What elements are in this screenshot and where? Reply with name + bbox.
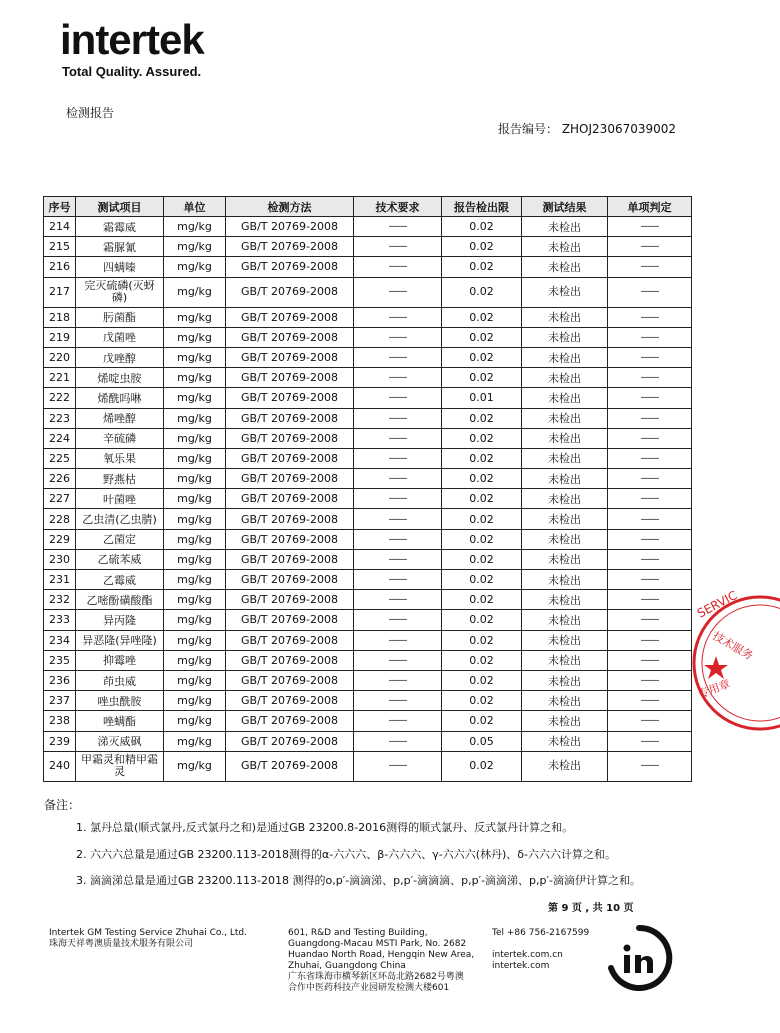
cell-result: 未检出 — [522, 388, 608, 408]
cell-unit: mg/kg — [164, 691, 226, 711]
table-row — [44, 257, 692, 277]
table-row — [44, 307, 692, 327]
cell-method: GB/T 20769-2008 — [226, 307, 354, 327]
cell-result: 未检出 — [522, 217, 608, 237]
report-number: 报告编号： ZHOJ23067039002 — [498, 122, 677, 136]
cell-no: 229 — [44, 529, 76, 549]
cell-method: GB/T 20769-2008 — [226, 368, 354, 388]
cell-result: 未检出 — [522, 630, 608, 650]
cell-item: 甲霜灵和精甲霜灵 — [76, 751, 164, 781]
cell-result: 未检出 — [522, 731, 608, 751]
cell-limit: 0.02 — [442, 650, 522, 670]
stamp-text-seal: 专用章 — [696, 677, 733, 701]
cell-requirement: —— — [354, 237, 442, 257]
footer-address-line: 合作中医药科技产业园研发检测大楼601 — [288, 983, 450, 993]
cell-verdict: —— — [608, 691, 692, 711]
cell-method: GB/T 20769-2008 — [226, 670, 354, 690]
cell-verdict: —— — [608, 327, 692, 347]
cell-result: 未检出 — [522, 590, 608, 610]
cell-item: 异恶隆(异唑隆) — [76, 630, 164, 650]
cell-verdict: —— — [608, 257, 692, 277]
cell-limit: 0.02 — [442, 509, 522, 529]
cell-result: 未检出 — [522, 347, 608, 367]
cell-method: GB/T 20769-2008 — [226, 347, 354, 367]
footer-address-line: Zhuhai, Guangdong China — [288, 961, 406, 971]
cell-item: 烯酰吗啉 — [76, 388, 164, 408]
cell-item: 茚虫威 — [76, 670, 164, 690]
table-row — [44, 570, 692, 590]
cell-unit: mg/kg — [164, 469, 226, 489]
footer-company-en: Intertek GM Testing Service Zhuhai Co., Ltd. — [49, 928, 247, 938]
cell-requirement: —— — [354, 529, 442, 549]
cell-result: 未检出 — [522, 610, 608, 630]
cell-method: GB/T 20769-2008 — [226, 327, 354, 347]
cell-no: 234 — [44, 630, 76, 650]
cell-limit: 0.02 — [442, 408, 522, 428]
cell-verdict: —— — [608, 307, 692, 327]
cell-no: 235 — [44, 650, 76, 670]
cell-limit: 0.02 — [442, 368, 522, 388]
cell-result: 未检出 — [522, 650, 608, 670]
cell-method: GB/T 20769-2008 — [226, 217, 354, 237]
footer-address-line: 广东省珠海市横琴新区环岛北路2682号粤澳 — [288, 972, 464, 982]
footer-address-line: 601, R&D and Testing Building, — [288, 928, 428, 938]
cell-unit: mg/kg — [164, 590, 226, 610]
footer-address-line: Huandao North Road, Hengqin New Area, — [288, 950, 475, 960]
table-header-row — [44, 197, 692, 217]
table-row — [44, 650, 692, 670]
table-row — [44, 751, 692, 781]
cell-no: 240 — [44, 751, 76, 781]
cell-requirement: —— — [354, 731, 442, 751]
cell-item: 叶菌唑 — [76, 489, 164, 509]
cell-result: 未检出 — [522, 469, 608, 489]
cell-no: 233 — [44, 610, 76, 630]
cell-no: 237 — [44, 691, 76, 711]
cell-limit: 0.02 — [442, 257, 522, 277]
cell-verdict: —— — [608, 347, 692, 367]
cell-item: 霜脲氰 — [76, 237, 164, 257]
table-row — [44, 277, 692, 307]
cell-requirement: —— — [354, 408, 442, 428]
cell-unit: mg/kg — [164, 751, 226, 781]
cell-requirement: —— — [354, 217, 442, 237]
cell-unit: mg/kg — [164, 610, 226, 630]
note-2: 2. 六六六总量是通过GB 23200.113-2018测得的α-六六六、β-六六六、γ-六六六(林丹)、δ-六六六计算之和。 — [76, 848, 616, 861]
cell-requirement: —— — [354, 610, 442, 630]
footer-company — [49, 928, 247, 950]
cell-verdict: —— — [608, 529, 692, 549]
cell-unit: mg/kg — [164, 670, 226, 690]
cell-unit: mg/kg — [164, 368, 226, 388]
cell-method: GB/T 20769-2008 — [226, 711, 354, 731]
cell-limit: 0.02 — [442, 237, 522, 257]
page-number: 第 9 页 , 共 10 页 — [548, 903, 634, 914]
cell-requirement: —— — [354, 670, 442, 690]
footer-url-cn: intertek.com.cn — [492, 950, 563, 960]
cell-no: 215 — [44, 237, 76, 257]
table-row — [44, 549, 692, 569]
cell-verdict: —— — [608, 489, 692, 509]
cell-method: GB/T 20769-2008 — [226, 529, 354, 549]
cell-requirement: —— — [354, 549, 442, 569]
cell-unit: mg/kg — [164, 277, 226, 307]
cell-verdict: —— — [608, 217, 692, 237]
cell-limit: 0.02 — [442, 529, 522, 549]
cell-method: GB/T 20769-2008 — [226, 630, 354, 650]
cell-method: GB/T 20769-2008 — [226, 590, 354, 610]
cell-no: 231 — [44, 570, 76, 590]
cell-limit: 0.02 — [442, 277, 522, 307]
cell-limit: 0.02 — [442, 590, 522, 610]
cell-no: 218 — [44, 307, 76, 327]
stamp-text-tech: 技术服务 — [710, 629, 756, 663]
results-table — [43, 196, 692, 782]
cell-requirement: —— — [354, 368, 442, 388]
red-seal-stamp — [690, 588, 780, 738]
table-row — [44, 408, 692, 428]
cell-result: 未检出 — [522, 307, 608, 327]
table-row — [44, 590, 692, 610]
cell-limit: 0.02 — [442, 217, 522, 237]
cell-result: 未检出 — [522, 448, 608, 468]
cell-requirement: —— — [354, 257, 442, 277]
cell-item: 乙硫苯威 — [76, 549, 164, 569]
cell-requirement: —— — [354, 751, 442, 781]
cell-unit: mg/kg — [164, 217, 226, 237]
cell-no: 219 — [44, 327, 76, 347]
logo-wordmark: intertek — [60, 16, 204, 63]
cell-item: 乙嘧酚磺酸酯 — [76, 590, 164, 610]
cell-item: 异丙隆 — [76, 610, 164, 630]
cell-no: 239 — [44, 731, 76, 751]
footer-tel: Tel +86 756-2167599 — [492, 928, 590, 938]
cell-method: GB/T 20769-2008 — [226, 549, 354, 569]
cell-limit: 0.05 — [442, 731, 522, 751]
cell-item: 氧乐果 — [76, 448, 164, 468]
table-row — [44, 630, 692, 650]
table-row — [44, 368, 692, 388]
cell-unit: mg/kg — [164, 489, 226, 509]
table-row — [44, 711, 692, 731]
cell-method: GB/T 20769-2008 — [226, 237, 354, 257]
cell-verdict: —— — [608, 630, 692, 650]
table-row — [44, 489, 692, 509]
cell-unit: mg/kg — [164, 711, 226, 731]
cell-no: 238 — [44, 711, 76, 731]
table-row — [44, 670, 692, 690]
cell-no: 220 — [44, 347, 76, 367]
footer-address — [288, 928, 474, 994]
table-row — [44, 428, 692, 448]
cell-result: 未检出 — [522, 691, 608, 711]
cell-requirement: —— — [354, 590, 442, 610]
cell-verdict: —— — [608, 448, 692, 468]
cell-no: 216 — [44, 257, 76, 277]
col-header-result: 测试结果 — [522, 197, 608, 217]
cell-unit: mg/kg — [164, 237, 226, 257]
cell-item: 乙虫清(乙虫腈) — [76, 509, 164, 529]
cell-method: GB/T 20769-2008 — [226, 731, 354, 751]
cell-requirement: —— — [354, 307, 442, 327]
col-header-no: 序号 — [44, 197, 76, 217]
cell-unit: mg/kg — [164, 347, 226, 367]
cell-limit: 0.02 — [442, 670, 522, 690]
cell-limit: 0.01 — [442, 388, 522, 408]
cell-requirement: —— — [354, 347, 442, 367]
document-title: 检测报告 — [66, 106, 115, 120]
cell-verdict: —— — [608, 610, 692, 630]
cell-result: 未检出 — [522, 277, 608, 307]
cell-limit: 0.02 — [442, 448, 522, 468]
cell-limit: 0.02 — [442, 630, 522, 650]
cell-limit: 0.02 — [442, 469, 522, 489]
cell-no: 232 — [44, 590, 76, 610]
cell-method: GB/T 20769-2008 — [226, 570, 354, 590]
cell-requirement: —— — [354, 428, 442, 448]
cell-verdict: —— — [608, 428, 692, 448]
cell-verdict: —— — [608, 670, 692, 690]
cell-item: 烯啶虫胺 — [76, 368, 164, 388]
cell-result: 未检出 — [522, 670, 608, 690]
cell-no: 226 — [44, 469, 76, 489]
cell-result: 未检出 — [522, 327, 608, 347]
cell-method: GB/T 20769-2008 — [226, 650, 354, 670]
cell-item: 完灭硫磷(灭蚜磷) — [76, 277, 164, 307]
table-row — [44, 509, 692, 529]
cell-method: GB/T 20769-2008 — [226, 428, 354, 448]
cell-requirement: —— — [354, 327, 442, 347]
cell-no: 227 — [44, 489, 76, 509]
cell-requirement: —— — [354, 691, 442, 711]
cell-item: 涕灭威砜 — [76, 731, 164, 751]
cell-no: 214 — [44, 217, 76, 237]
cell-method: GB/T 20769-2008 — [226, 257, 354, 277]
cell-requirement: —— — [354, 469, 442, 489]
stamp-star-icon — [704, 656, 728, 679]
notes-label: 备注： — [44, 798, 81, 812]
cell-item: 辛硫磷 — [76, 428, 164, 448]
cell-verdict: —— — [608, 388, 692, 408]
table-row — [44, 388, 692, 408]
intertek-circle-logo-icon — [605, 924, 673, 992]
cell-no: 228 — [44, 509, 76, 529]
table-row — [44, 691, 692, 711]
col-header-unit: 单位 — [164, 197, 226, 217]
table-row — [44, 217, 692, 237]
cell-requirement: —— — [354, 630, 442, 650]
cell-no: 222 — [44, 388, 76, 408]
table-row — [44, 237, 692, 257]
cell-limit: 0.02 — [442, 549, 522, 569]
cell-limit: 0.02 — [442, 751, 522, 781]
cell-verdict: —— — [608, 570, 692, 590]
cell-result: 未检出 — [522, 237, 608, 257]
cell-result: 未检出 — [522, 711, 608, 731]
col-header-verdict: 单项判定 — [608, 197, 692, 217]
cell-method: GB/T 20769-2008 — [226, 388, 354, 408]
cell-requirement: —— — [354, 509, 442, 529]
footer-address-line: Guangdong-Macau MSTI Park, No. 2682 — [288, 939, 467, 949]
cell-method: GB/T 20769-2008 — [226, 448, 354, 468]
cell-requirement: —— — [354, 277, 442, 307]
cell-unit: mg/kg — [164, 650, 226, 670]
logo-tagline: Total Quality. Assured. — [62, 64, 202, 79]
cell-item: 唑虫酰胺 — [76, 691, 164, 711]
cell-limit: 0.02 — [442, 307, 522, 327]
cell-verdict: —— — [608, 509, 692, 529]
cell-result: 未检出 — [522, 257, 608, 277]
intertek-logo — [60, 14, 204, 79]
table-row — [44, 327, 692, 347]
cell-result: 未检出 — [522, 509, 608, 529]
footer-url: intertek.com — [492, 961, 550, 971]
cell-unit: mg/kg — [164, 448, 226, 468]
cell-item: 戊菌唑 — [76, 327, 164, 347]
cell-item: 乙霉威 — [76, 570, 164, 590]
cell-unit: mg/kg — [164, 388, 226, 408]
cell-verdict: —— — [608, 277, 692, 307]
cell-verdict: —— — [608, 469, 692, 489]
cell-requirement: —— — [354, 711, 442, 731]
cell-no: 230 — [44, 549, 76, 569]
cell-no: 224 — [44, 428, 76, 448]
cell-method: GB/T 20769-2008 — [226, 469, 354, 489]
cell-unit: mg/kg — [164, 549, 226, 569]
cell-result: 未检出 — [522, 570, 608, 590]
cell-unit: mg/kg — [164, 570, 226, 590]
cell-method: GB/T 20769-2008 — [226, 489, 354, 509]
cell-item: 抑霉唑 — [76, 650, 164, 670]
cell-verdict: —— — [608, 237, 692, 257]
cell-method: GB/T 20769-2008 — [226, 509, 354, 529]
cell-no: 225 — [44, 448, 76, 468]
cell-unit: mg/kg — [164, 731, 226, 751]
cell-item: 霜霉威 — [76, 217, 164, 237]
cell-limit: 0.02 — [442, 570, 522, 590]
cell-requirement: —— — [354, 448, 442, 468]
table-row — [44, 529, 692, 549]
cell-requirement: —— — [354, 570, 442, 590]
col-header-method: 检测方法 — [226, 197, 354, 217]
cell-result: 未检出 — [522, 549, 608, 569]
cell-verdict: —— — [608, 650, 692, 670]
cell-method: GB/T 20769-2008 — [226, 691, 354, 711]
table-row — [44, 448, 692, 468]
footer-contact — [492, 928, 589, 972]
stamp-text-service: SERVIC — [694, 588, 740, 621]
cell-limit: 0.02 — [442, 428, 522, 448]
cell-unit: mg/kg — [164, 529, 226, 549]
table-body — [44, 217, 692, 782]
cell-item: 唑螨酯 — [76, 711, 164, 731]
cell-limit: 0.02 — [442, 489, 522, 509]
cell-result: 未检出 — [522, 529, 608, 549]
cell-item: 肟菌酯 — [76, 307, 164, 327]
cell-result: 未检出 — [522, 428, 608, 448]
cell-no: 236 — [44, 670, 76, 690]
cell-result: 未检出 — [522, 408, 608, 428]
cell-item: 四螨嗪 — [76, 257, 164, 277]
cell-method: GB/T 20769-2008 — [226, 277, 354, 307]
table-row — [44, 610, 692, 630]
cell-unit: mg/kg — [164, 307, 226, 327]
cell-unit: mg/kg — [164, 408, 226, 428]
cell-item: 野燕枯 — [76, 469, 164, 489]
cell-item: 戊唑醇 — [76, 347, 164, 367]
table-row — [44, 469, 692, 489]
footer-spacer — [492, 939, 589, 950]
cell-limit: 0.02 — [442, 610, 522, 630]
cell-requirement: —— — [354, 489, 442, 509]
cell-verdict: —— — [608, 408, 692, 428]
cell-verdict: —— — [608, 731, 692, 751]
cell-unit: mg/kg — [164, 630, 226, 650]
cell-limit: 0.02 — [442, 327, 522, 347]
footer-company-cn: 珠海天祥粤澳质量技术服务有限公司 — [49, 939, 194, 949]
cell-no: 223 — [44, 408, 76, 428]
cell-verdict: —— — [608, 751, 692, 781]
cell-method: GB/T 20769-2008 — [226, 751, 354, 781]
cell-no: 217 — [44, 277, 76, 307]
cell-unit: mg/kg — [164, 257, 226, 277]
note-3: 3. 滴滴涕总量是通过GB 23200.113-2018 测得的o,p′-滴滴涕、p,p′-滴滴滴、p,p′-滴滴涕、p,p′-滴滴伊计算之和。 — [76, 874, 641, 887]
table-row — [44, 347, 692, 367]
cell-unit: mg/kg — [164, 428, 226, 448]
cell-item: 乙菌定 — [76, 529, 164, 549]
cell-result: 未检出 — [522, 368, 608, 388]
cell-verdict: —— — [608, 590, 692, 610]
cell-no: 221 — [44, 368, 76, 388]
cell-limit: 0.02 — [442, 711, 522, 731]
col-header-requirement: 技术要求 — [354, 197, 442, 217]
cell-requirement: —— — [354, 388, 442, 408]
cell-limit: 0.02 — [442, 691, 522, 711]
cell-unit: mg/kg — [164, 509, 226, 529]
cell-limit: 0.02 — [442, 347, 522, 367]
cell-verdict: —— — [608, 711, 692, 731]
cell-result: 未检出 — [522, 489, 608, 509]
col-header-limit: 报告检出限 — [442, 197, 522, 217]
cell-result: 未检出 — [522, 751, 608, 781]
cell-verdict: —— — [608, 549, 692, 569]
note-1: 1. 氯丹总量(顺式氯丹,反式氯丹之和)是通过GB 23200.8-2016测得的顺式氯丹、反式氯丹计算之和。 — [76, 821, 574, 834]
cell-item: 烯唑醇 — [76, 408, 164, 428]
cell-requirement: —— — [354, 650, 442, 670]
table-row — [44, 731, 692, 751]
cell-method: GB/T 20769-2008 — [226, 408, 354, 428]
cell-method: GB/T 20769-2008 — [226, 610, 354, 630]
cell-verdict: —— — [608, 368, 692, 388]
cell-unit: mg/kg — [164, 327, 226, 347]
col-header-item: 测试项目 — [76, 197, 164, 217]
